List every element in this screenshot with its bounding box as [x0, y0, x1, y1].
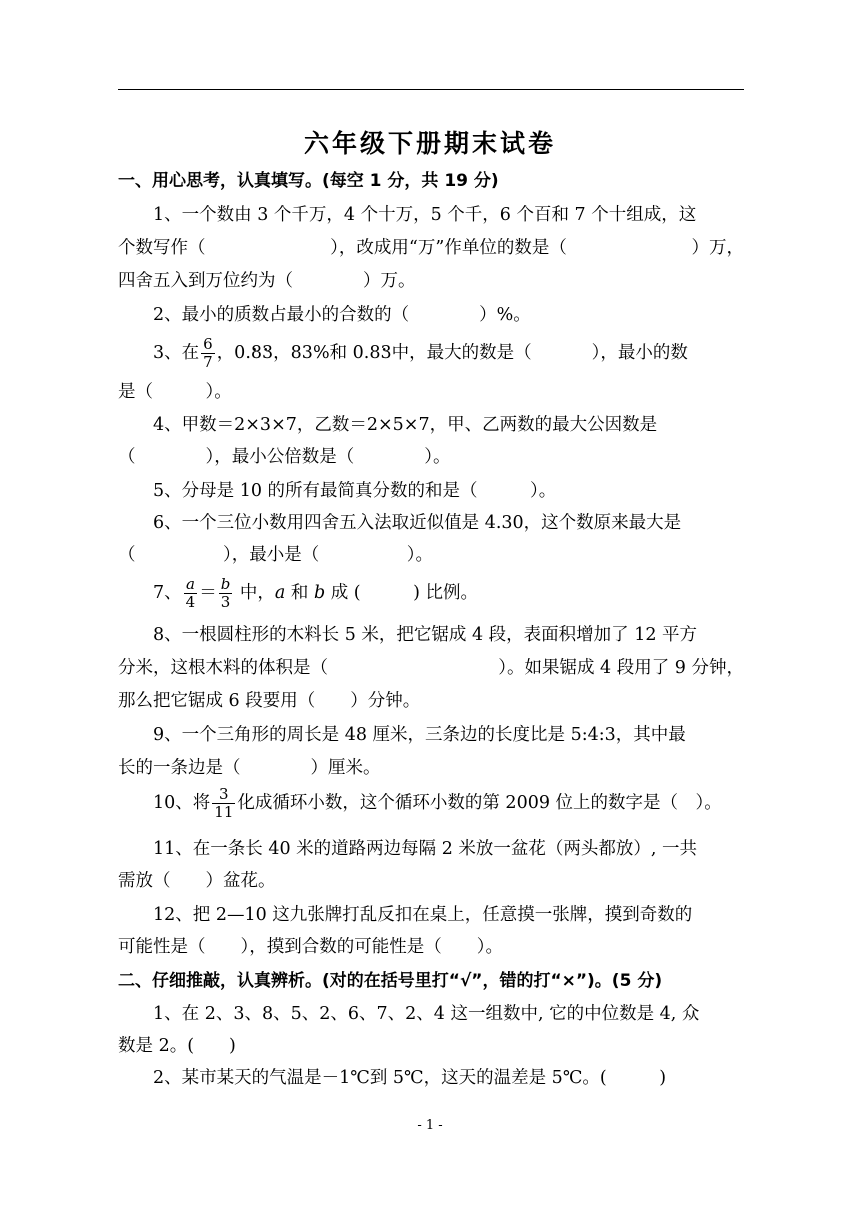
q4-line1: 4、甲数＝2×3×7，乙数＝2×5×7，甲、乙两数的最大公因数是 — [153, 415, 658, 435]
section-1-heading: 一、用心思考，认真填写。(每空 1 分，共 19 分) — [118, 171, 499, 191]
q1-part-b: ），改成用“万”作单位的数是（ — [330, 238, 567, 258]
page-title: 六年级下册期末试卷 — [303, 129, 556, 158]
q1-part-c: ）万， — [691, 238, 744, 258]
q4-line2: （ ），最小公倍数是（ ）。 — [118, 447, 451, 467]
q10-denominator: 11 — [214, 803, 234, 821]
q10-line — [118, 782, 744, 824]
q3-fraction — [201, 336, 215, 371]
q3-mid2: ，83%和 0.8 — [273, 343, 381, 363]
q3-line2: 是（ ）。 — [118, 382, 232, 402]
q1-line1: 1、一个数由 3 个千万，4 个十万，5 个千，6 个百和 7 个十组成，这 — [153, 205, 697, 225]
q12-line1: 12、把 2—10 这九张牌打乱反扣在桌上，任意摸一张牌，摸到奇数的 — [153, 905, 693, 925]
header-rule — [118, 89, 744, 90]
q8-part-a: 分米，这根木料的体积是（ — [118, 658, 328, 678]
page-number: - 1 - — [417, 1118, 443, 1133]
q7-four: 4 — [185, 593, 196, 611]
q3-pre: 3、在 — [153, 343, 200, 363]
q8-line2 — [118, 656, 744, 680]
q3-frac-numerator: 6 — [203, 335, 213, 353]
q3-repeat-digit-1: • 8 — [251, 343, 262, 363]
q7-line — [118, 572, 744, 614]
q2-line: 2、最小的质数占最小的合数的（ ）%。 — [153, 305, 531, 325]
q7-mid: 中， — [234, 583, 275, 603]
q10-numerator: 3 — [212, 786, 235, 804]
q3-mid4: ），最小的数 — [591, 343, 688, 363]
q10-pre: 10、将 — [153, 793, 211, 813]
q11-line2: 需放（ ）盆花。 — [118, 871, 276, 891]
q7-rest: 成 ( ) 比例。 — [325, 583, 478, 603]
q5-line: 5、分母是 10 的所有最简真分数的和是（ ）。 — [153, 481, 557, 501]
q7-b: b — [220, 575, 231, 593]
q7-a: a — [184, 576, 198, 594]
q7-three: 3 — [220, 593, 231, 611]
q1-line3: 四舍五入到万位约为（ ）万。 — [118, 271, 416, 291]
q9-line2: 长的一条边是（ ）厘米。 — [118, 758, 381, 778]
q8-part-b: ）。如果锯成 4 段用了 9 分钟， — [498, 658, 744, 678]
q6-line2: （ ），最小是（ ）。 — [118, 545, 433, 565]
section-2-heading: 二、仔细推敲，认真辨析。(对的在括号里打“√”，错的打“×”)。(5 分) — [118, 971, 663, 991]
s2q1-line1: 1、在 2、3、8、5、2、6、7、2、4 这一组数中, 它的中位数是 4, 众 — [153, 1004, 700, 1024]
q8-line1: 8、一根圆柱形的木料长 5 米，把它锯成 4 段，表面积增加了 12 平方 — [153, 625, 698, 645]
q7-fraction-b — [219, 576, 233, 611]
q1-line2 — [118, 236, 744, 260]
q11-line1: 11、在一条长 40 米的道路两边每隔 2 米放一盆花（两头都放）, 一共 — [153, 839, 698, 859]
q3-line1 — [118, 333, 744, 373]
q9-line1: 9、一个三角形的周长是 48 厘米，三条边的长度比是 5:4:3，其中最 — [153, 725, 686, 745]
q10-fraction — [212, 786, 235, 821]
q3-mid3: 中，最大的数是（ — [391, 343, 532, 363]
s2q1-line2: 数是 2。( ) — [118, 1036, 236, 1056]
q3-frac-denominator: 7 — [203, 353, 213, 371]
q8-line3: 那么把它锯成 6 段要用（ ）分钟。 — [118, 691, 421, 711]
q7-equals: ＝ — [199, 583, 217, 603]
s2q2-line: 2、某市某天的气温是－1℃到 5℃，这天的温差是 5℃。( ) — [153, 1068, 667, 1088]
q7-and: 和 — [285, 583, 314, 603]
q6-line1: 6、一个三位小数用四舍五入法取近似值是 4.30，这个数原来最大是 — [153, 513, 682, 533]
q1-part-a: 个数写作（ — [118, 238, 206, 258]
q7-pre: 7、 — [153, 583, 182, 603]
q3-mid1: ，0. — [216, 343, 251, 363]
q7-a2: a — [274, 583, 286, 603]
q10-post: 化成循环小数，这个循环小数的第 2009 位上的数字是（ ）。 — [237, 793, 722, 813]
q3-repeat-digit-3: • 3 — [380, 343, 391, 363]
q7-fraction-a — [184, 576, 198, 611]
q12-line2: 可能性是（ ），摸到合数的可能性是（ ）。 — [118, 937, 503, 957]
q3-repeat-digit-2: • 3 — [262, 343, 273, 363]
q7-b2: b — [313, 583, 326, 603]
